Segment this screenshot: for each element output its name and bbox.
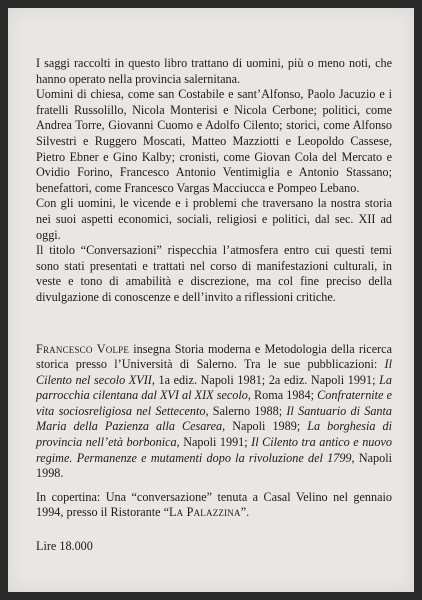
book-title: La borghesia di provincia nell’età borbonica	[36, 419, 392, 450]
book-title: La parrocchia cilentana dal XVI al XIX secolo	[36, 372, 393, 403]
cover-caption	[36, 490, 392, 521]
intro-paragraph-4: Il titolo “Conversazioni” rispecchia l’atmosfera entro cui questi temi sono stati presentati e trattati nel corso di manifestazioni culturali, in veste e tono di amabilità e discrezione, ma col fine preciso della divulgazione di conoscenze e dell’invito a riflessioni critiche.	[36, 243, 392, 304]
bio-text: , Salerno 1988;	[205, 403, 287, 418]
book-title: Il Cilento nel secolo XVII	[36, 357, 392, 387]
bio-text: , Napoli 1991;	[176, 435, 252, 450]
bio-text: , Roma 1984;	[247, 388, 318, 403]
bio-text: , Napoli 1998.	[36, 450, 393, 481]
book-title: Il Cilento tra antico e nuovo regime. Permanenze e mutamenti dopo la rivoluzione del 1799	[36, 435, 392, 465]
intro-paragraph-1: I saggi raccolti in questo libro trattano di uomini, più o meno noti, che hanno operato nella provincia salernitana.	[36, 56, 392, 86]
back-cover-text	[36, 56, 392, 555]
restaurant-name: La Palazzina	[169, 505, 241, 520]
book-title: Il Santuario di Santa Maria della Pazienza alla Cesarea	[36, 403, 393, 434]
intro-paragraph-3: Con gli uomini, le vicende e i problemi che traversano la nostra storia nei suoi aspetti economici, sociali, religiosi e politici, dal sec. XII ad oggi.	[36, 196, 392, 242]
caption-text: ”.	[240, 505, 250, 520]
caption-text: In copertina: Una “conversazione” tenuta a Casal Velino nel gennaio 1994, presso il Ristorante “	[36, 489, 392, 520]
price-label: Lire 18.000	[36, 539, 93, 554]
intro-paragraph-2: Uomini di chiesa, come san Costabile e sant’Alfonso, Paolo Jacuzio e i fratelli Russolillo, Nicola Monterisi e Nicola Cerbone; politici, come Andrea Torre, Giovanni Cuomo e Adolfo Cilento; storici, come Alfonso Silvestri e Ruggero Moscati, Matteo Mazziotti e Leopoldo Cassese, Pietro Ebner e Gino Kalby; cronisti, come Giovan Cola del Mercato e Ovidio Forino, Francesco Antonio Ventimiglia e Antonio Stassano; benefattori, come Francesco Vargas Macciucca e Pompeo Lebano.	[36, 87, 392, 195]
section-gap	[36, 306, 392, 342]
section-gap	[36, 482, 392, 490]
section-gap	[36, 521, 392, 539]
author-name: Francesco Volpe	[36, 341, 130, 356]
bio-text: insegna Storia moderna e Metodologia della ricerca storica presso l’Università di Salerno. Tra le sue pubblicazioni:	[36, 341, 392, 372]
bio-text: , 1a ediz. Napoli 1981; 2a ediz. Napoli 1991;	[151, 372, 380, 387]
bio-text: , Napoli 1989;	[222, 419, 308, 434]
author-bio	[36, 342, 392, 482]
book-title: Confraternite e vita sociosreligiosa nel Settecento	[36, 388, 393, 418]
